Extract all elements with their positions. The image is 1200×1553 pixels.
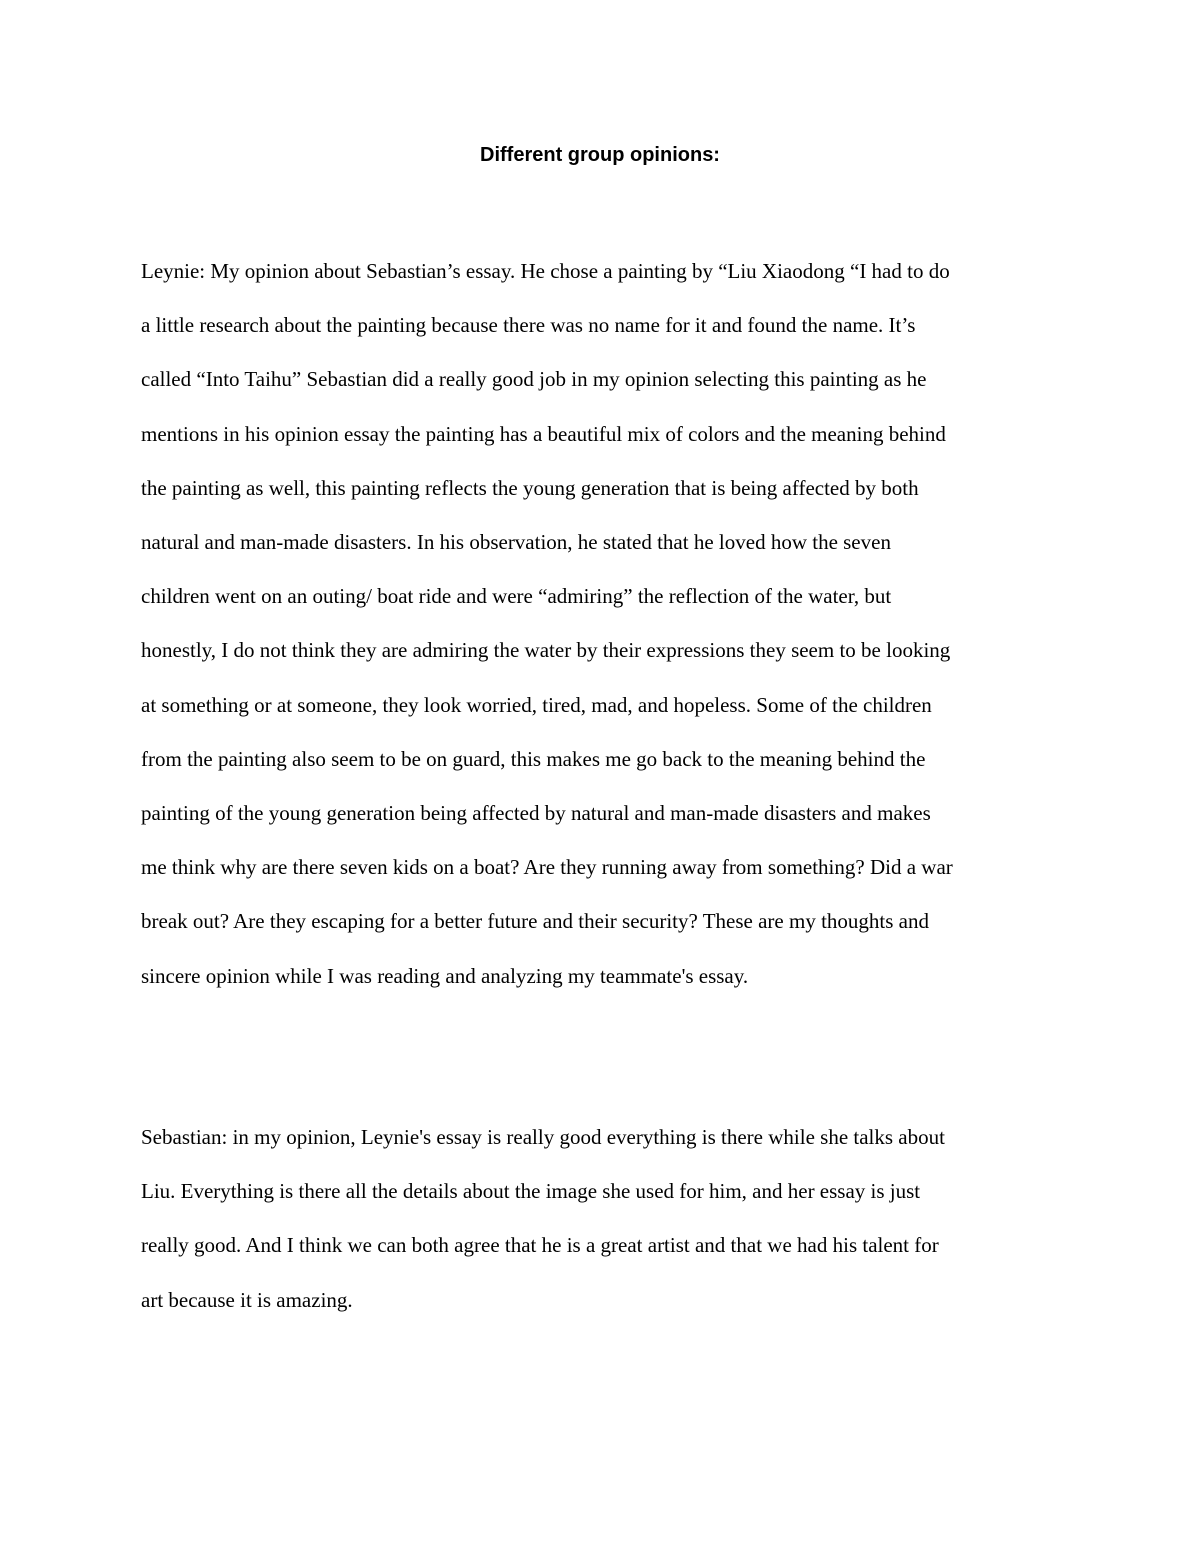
text-line: art because it is amazing.: [141, 1287, 353, 1312]
text-line: called “Into Taihu” Sebastian did a really good job in my opinion selecting this painting as he: [141, 367, 927, 392]
text-line: mentions in his opinion essay the painting has a beautiful mix of colors and the meaning behind: [141, 421, 946, 446]
text-line: honestly, I do not think they are admiring the water by their expressions they seem to be looking: [141, 638, 951, 663]
text-line: children went on an outing/ boat ride and were “admiring” the reflection of the water, but: [141, 584, 892, 609]
paragraph-sebastian-opinion: [141, 1110, 1059, 1327]
text-line: Leynie: My opinion about Sebastian’s essay. He chose a painting by “Liu Xiaodong “I had to do: [141, 259, 950, 283]
text-line: me think why are there seven kids on a boat? Are they running away from something? Did a war: [141, 855, 953, 880]
text-line: painting of the young generation being affected by natural and man-made disasters and makes: [141, 801, 931, 826]
document-title: Different group opinions:: [480, 144, 720, 166]
paragraph-leynie-opinion: [141, 244, 1059, 1003]
text-line: really good. And I think we can both agree that he is a great artist and that we had his talent for: [141, 1233, 939, 1258]
text-line: natural and man-made disasters. In his observation, he stated that he loved how the seven: [141, 530, 891, 555]
text-line: Liu. Everything is there all the details about the image she used for him, and her essay is just: [141, 1179, 921, 1204]
text-line: at something or at someone, they look worried, tired, mad, and hopeless. Some of the children: [141, 692, 932, 717]
text-line: a little research about the painting because there was no name for it and found the name. It’s: [141, 313, 916, 338]
text-line: Sebastian: in my opinion, Leynie's essay is really good everything is there while she talks about: [141, 1125, 945, 1149]
text-line: the painting as well, this painting reflects the young generation that is being affected by both: [141, 475, 919, 500]
text-line: sincere opinion while I was reading and analyzing my teammate's essay.: [141, 963, 749, 988]
text-line: from the painting also seem to be on guard, this makes me go back to the meaning behind the: [141, 746, 926, 771]
text-line: break out? Are they escaping for a better future and their security? These are my thoughts and: [141, 909, 929, 934]
